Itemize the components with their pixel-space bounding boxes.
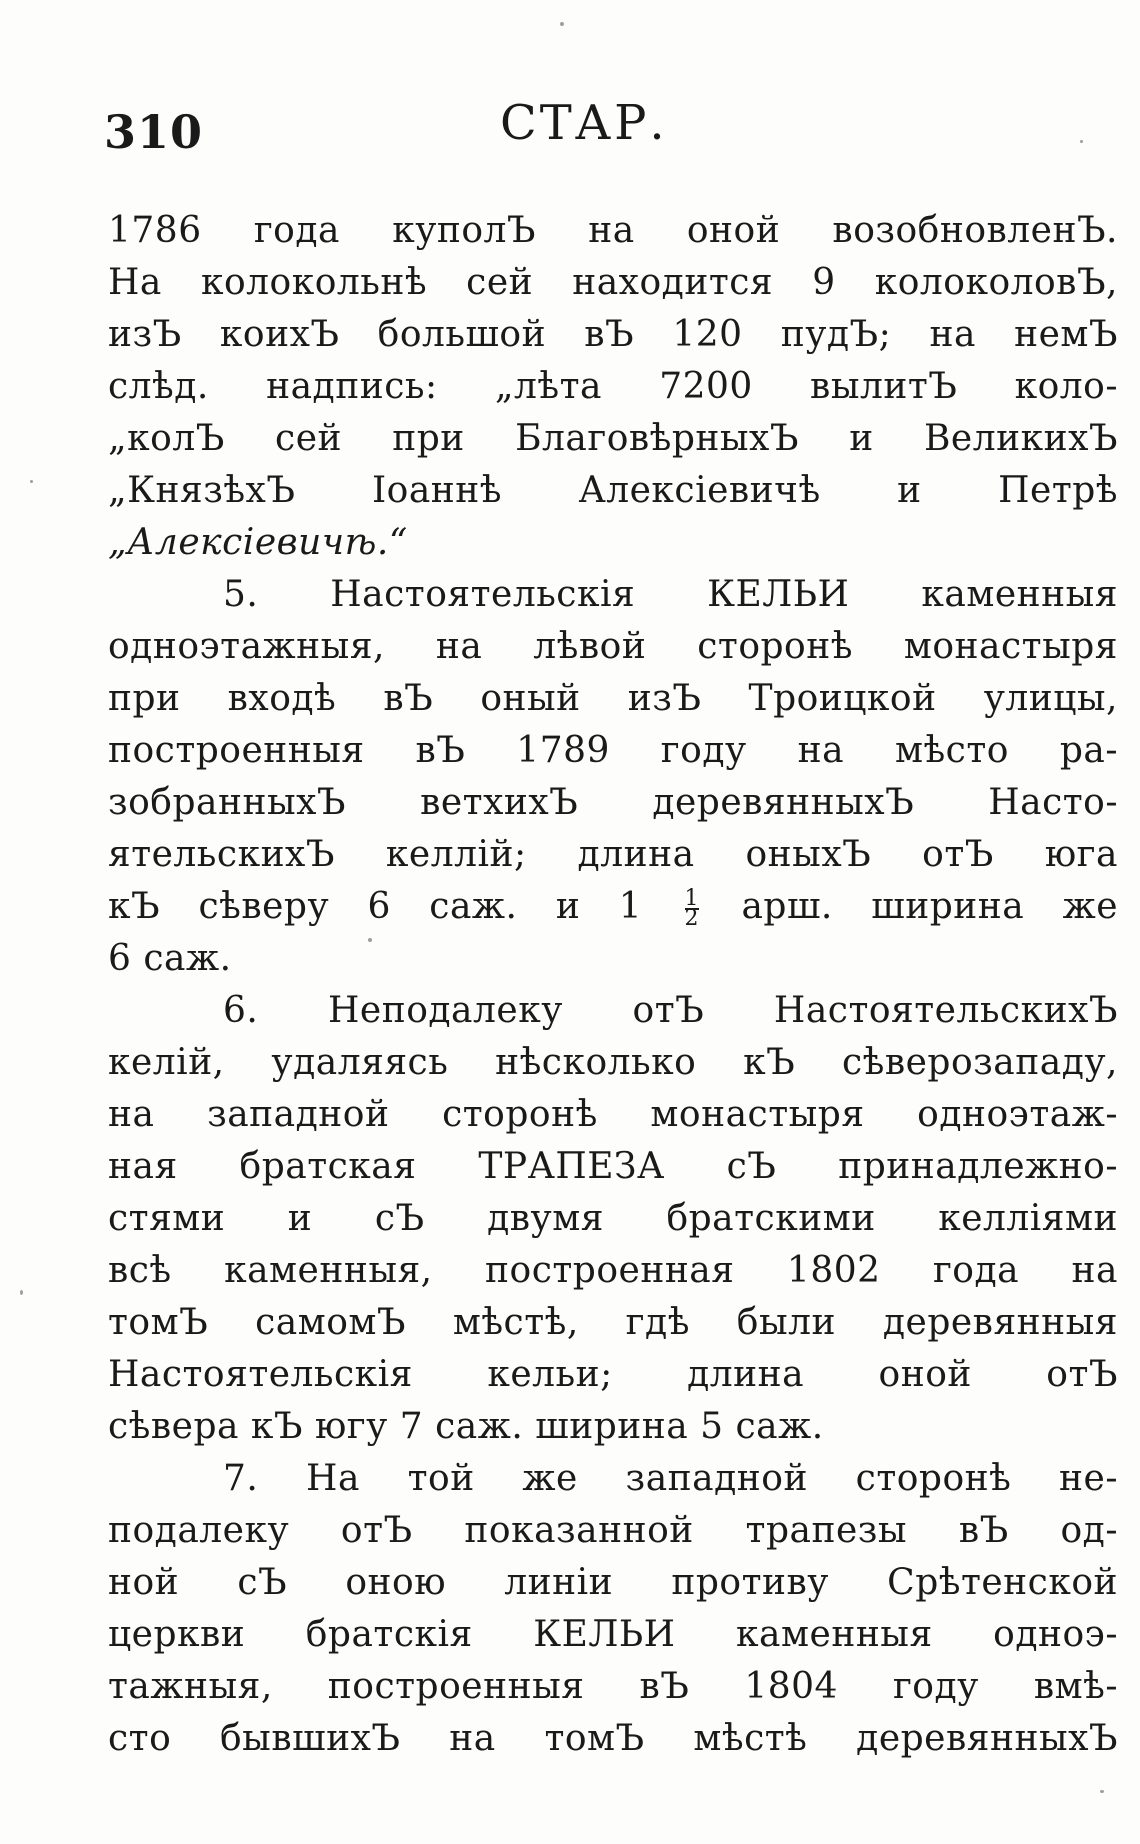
text-line: томЪ самомЪ мѣстѣ, гдѣ были деревянныя (108, 1302, 1118, 1343)
fraction (684, 886, 700, 931)
text-line: „КнязѣхЪ Іоаннѣ Алексіевичѣ и Петрѣ (108, 470, 1118, 511)
text-line: на западной сторонѣ монастыря одноэтаж- (108, 1094, 1118, 1135)
text-line: Настоятельскія кельи; длина оной отЪ (108, 1354, 1118, 1395)
text-line: ятельскихЪ келлій; длина оныхЪ отЪ юга (108, 834, 1118, 875)
paragraph-7-start: 7. На той же западной сторонѣ не- (223, 1458, 1118, 1499)
text-line: сто бывшихЪ на томЪ мѣстѣ деревянныхЪ (108, 1718, 1118, 1759)
print-speck (1080, 140, 1083, 143)
print-speck (368, 938, 372, 942)
page-number: 310 (104, 105, 204, 159)
text-line: построенныя вЪ 1789 году на мѣсто ра- (108, 730, 1118, 771)
text-line: зобранныхЪ ветхихЪ деревянныхЪ Насто- (108, 782, 1118, 823)
fraction-denominator: 2 (684, 906, 700, 931)
text-line: стями и сЪ двумя братскими келліями (108, 1198, 1118, 1239)
text-line: подалеку отЪ показанной трапезы вЪ од- (108, 1510, 1118, 1551)
text-line-with-fraction (108, 881, 1118, 933)
print-speck (30, 480, 33, 483)
text-line: сѣвера кЪ югу 7 саж. ширина 5 саж. (108, 1406, 824, 1447)
text-line: 1786 года куполЪ на оной возобновленЪ. (108, 210, 1118, 251)
text-line: ной сЪ оною линіи противу Срѣтенской (108, 1562, 1118, 1603)
text-line: слѣд. надпись: „лѣта 7200 вылитЪ коло- (108, 366, 1118, 407)
text-line: при входѣ вЪ оный изЪ Троицкой улицы, (108, 678, 1118, 719)
text-line: „Алексіевичѣ.“ (108, 522, 408, 563)
text-line: На колокольнѣ сей находится 9 колоколовЪ, (108, 262, 1118, 303)
text-line: церкви братскія КЕЛЬИ каменныя одноэ- (108, 1614, 1118, 1655)
text-line: тажныя, построенныя вЪ 1804 году вмѣ- (108, 1666, 1118, 1707)
text-line: келій, удаляясь нѣсколько кЪ сѣверозападу, (108, 1042, 1118, 1083)
text-line: ная братская ТРАПЕЗА сЪ принадлежно- (108, 1146, 1118, 1187)
text-line: „колЪ сей при БлаговѣрныхЪ и ВеликихЪ (108, 418, 1118, 459)
print-speck (20, 1290, 23, 1295)
print-speck (1100, 1790, 1104, 1793)
text-line: всѣ каменныя, построенная 1802 года на (108, 1250, 1118, 1291)
running-head: СТАР. (500, 95, 668, 151)
fraction-line-after: арш. ширина же (741, 886, 1118, 927)
paragraph-5-start: 5. Настоятельскія КЕЛЬИ каменныя (223, 574, 1118, 615)
text-line: изЪ коихЪ большой вЪ 120 пудЪ; на немЪ (108, 314, 1118, 355)
text-line: 6 саж. (108, 938, 232, 979)
fraction-numerator: 1 (684, 886, 700, 911)
text-line: одноэтажныя, на лѣвой сторонѣ монастыря (108, 626, 1118, 667)
paragraph-6-start: 6. Неподалеку отЪ НастоятельскихЪ (223, 990, 1118, 1031)
fraction-line-before: кЪ сѣверу 6 саж. и 1 (108, 886, 643, 927)
print-speck (560, 22, 564, 26)
body-text (108, 205, 1118, 1765)
